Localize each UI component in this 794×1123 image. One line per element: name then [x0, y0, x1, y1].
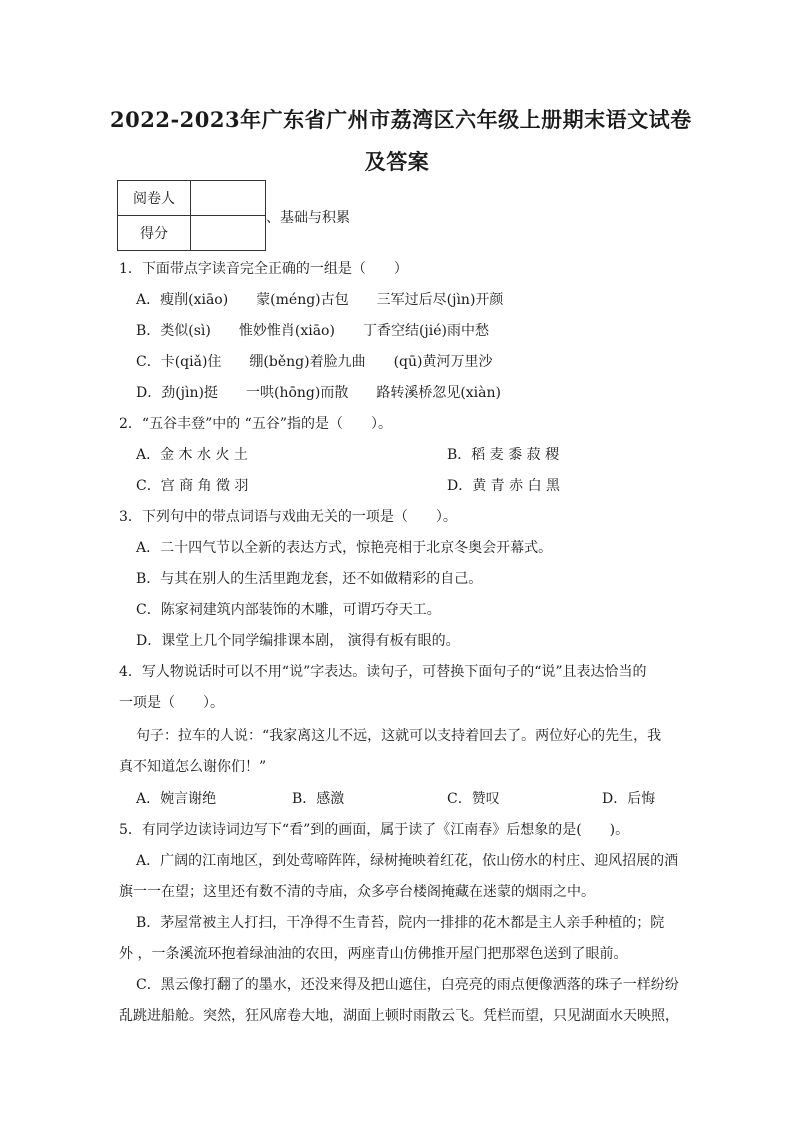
q1-stem: 1．下面带点字读音完全正确的一组是（ ） — [119, 261, 408, 277]
exam-title-line1: 2022-2023年广东省广州市荔湾区六年级上册期末语文试卷 — [110, 107, 692, 132]
q4-stem-line1: 4．写人物说话时可以不用“说”字表达。读句子，可替换下面句子的“说”且表达恰当的 — [119, 664, 647, 680]
q5-option-c-line2: 乱跳进船舱。突然，狂风席卷大地，湖面上顿时雨散云飞。凭栏而望，只见湖面水天映照， — [119, 1008, 679, 1024]
q2-option-a: A．金 木 水 火 土 — [136, 447, 248, 463]
q3-stem: 3．下列句中的带点词语与戏曲无关的一项是（ ）。 — [119, 509, 457, 525]
q5-option-b-line1: B．茅屋常被主人打扫，干净得不生青苔，院内一排排的花木都是主人亲手种植的；院 — [136, 915, 665, 931]
q4-option-c: C．赞叹 — [447, 791, 500, 807]
q5-stem: 5．有同学边读诗词边写下“看”到的画面，属于读了《江南春》后想象的是( )。 — [119, 822, 630, 838]
q5-option-a-line2: 旗一一在望；这里还有数不清的寺庙，众多亭台楼阁掩藏在迷蒙的烟雨之中。 — [119, 884, 595, 900]
score-blank — [191, 216, 266, 251]
q2-option-c: C．宫 商 角 徵 羽 — [136, 478, 249, 494]
q4-option-d: D．后悔 — [602, 791, 656, 807]
q4-sentence-line2: 真不知道怎么谢你们！” — [119, 759, 267, 775]
q3-option-b: B．与其在别人的生活里跑龙套，还不如做精彩的自己。 — [136, 571, 483, 587]
q3-option-a: A．二十四气节以全新的表达方式，惊艳亮相于北京冬奥会开幕式。 — [136, 540, 553, 556]
reviewer-label: 阅卷人 — [118, 181, 191, 216]
q4-option-a: A．婉言谢绝 — [136, 791, 217, 807]
q3-option-d: D．课堂上几个同学编排课本剧， 演得有板有眼的。 — [136, 633, 460, 649]
q4-stem-line2: 一项是（ ）。 — [119, 695, 224, 711]
section-title: 、基础与积累 — [266, 210, 350, 226]
q1-option-d: D．劲(jìn)挺 一哄(hōng)而散 路转溪桥忽见(xiàn) — [136, 385, 501, 401]
q1-option-a: A．瘦削(xiāo) 蒙(méng)古包 三军过后尽(jìn)开颜 — [136, 292, 504, 308]
q4-sentence-line1: 句子：拉车的人说：“我家离这儿不远，这就可以支持着回去了。两位好心的先生，我 — [136, 728, 662, 744]
q2-option-d: D．黄 青 赤 白 黑 — [447, 478, 561, 494]
q5-option-c-line1: C．黑云像打翻了的墨水，还没来得及把山遮住，白亮亮的雨点便像洒落的珠子一样纷纷 — [136, 977, 679, 993]
q5-option-a-line1: A．广阔的江南地区，到处莺啼阵阵，绿树掩映着红花，依山傍水的村庄、迎风招展的酒 — [136, 853, 679, 869]
score-table — [117, 180, 266, 251]
q2-option-b: B．稻 麦 黍 菽 稷 — [447, 447, 560, 463]
score-label: 得分 — [118, 216, 191, 251]
q4-option-b: B．感激 — [292, 791, 345, 807]
q2-stem: 2．“五谷丰登”中的 “五谷”指的是（ ）。 — [119, 416, 392, 432]
reviewer-blank — [191, 181, 266, 216]
q5-option-b-line2: 外 ，一条溪流环抱着绿油油的农田，两座青山仿佛推开屋门把那翠色送到了眼前。 — [119, 946, 628, 962]
exam-title-line2: 及答案 — [364, 149, 430, 174]
q1-option-b: B．类似(sì) 惟妙惟肖(xiāo) 丁香空结(jié)雨中愁 — [136, 323, 489, 339]
q1-option-c: C．卡(qiǎ)住 绷(běng)着脸九曲 (qū)黄河万里沙 — [136, 354, 493, 370]
q3-option-c: C．陈家祠建筑内部装饰的木雕，可谓巧夺天工。 — [136, 602, 441, 618]
